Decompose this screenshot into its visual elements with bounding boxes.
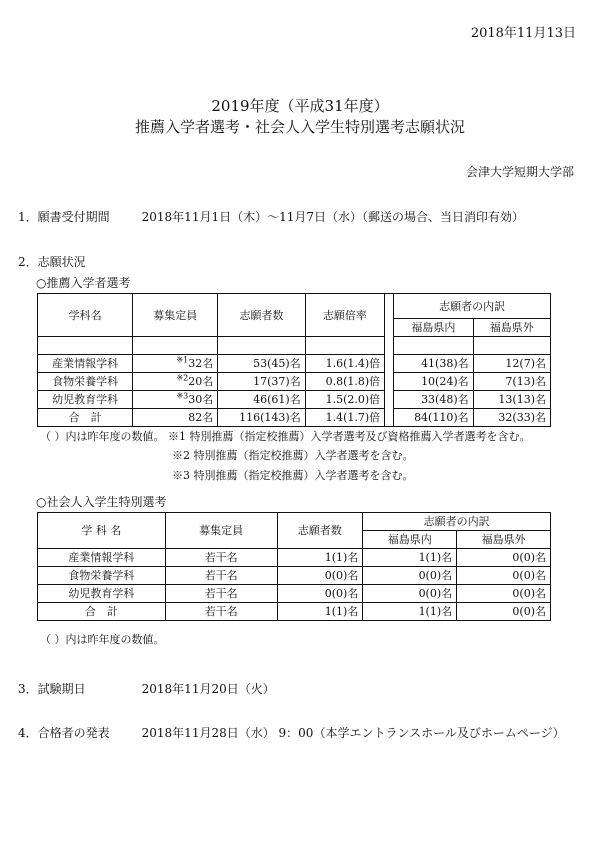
row-inside: 84(110)名 bbox=[394, 409, 473, 427]
row-capacity: 若干名 bbox=[165, 585, 277, 603]
table1-caption: ○推薦入学者選考 bbox=[36, 276, 131, 290]
title-year: 2019年度（平成31年度） bbox=[211, 97, 389, 115]
organization-name: 会津大学短期大学部 bbox=[465, 165, 574, 179]
section-2-label: 志願状況 bbox=[37, 255, 86, 269]
row-applicants: 0(0)名 bbox=[277, 585, 363, 603]
table-spacer-row bbox=[38, 337, 551, 355]
row-applicants: 53(45)名 bbox=[218, 355, 305, 373]
row-outside: 32(33)名 bbox=[473, 409, 550, 427]
row-capacity bbox=[133, 391, 218, 409]
column-gap bbox=[385, 391, 394, 409]
section-1-value: 2018年11月1日（木）～11月7日（水）（郵送の場合、当日消印有効） bbox=[141, 210, 524, 224]
capacity-value: 32名 bbox=[188, 357, 214, 370]
row-ratio: 1.5(2.0)倍 bbox=[305, 391, 384, 409]
row-inside: 10(24)名 bbox=[394, 373, 473, 391]
row-ratio: 0.8(1.8)倍 bbox=[305, 373, 384, 391]
row-dept: 幼児教育学科 bbox=[38, 585, 166, 603]
header-breakdown: 志願者の内訳 bbox=[363, 513, 551, 531]
section-4 bbox=[18, 724, 565, 741]
page-title: 推薦入学者選考・社会人入学生特別選考志願状況 bbox=[134, 118, 465, 136]
header-applicants: 志願者数 bbox=[218, 294, 305, 337]
footnote-mark: ※2 bbox=[176, 373, 189, 383]
capacity-value: 30名 bbox=[188, 393, 214, 406]
row-outside: 0(0)名 bbox=[457, 549, 551, 567]
header-capacity: 募集定員 bbox=[133, 294, 218, 337]
capacity-value: 20名 bbox=[188, 375, 214, 388]
row-dept: 食物栄養学科 bbox=[38, 567, 166, 585]
table-row bbox=[38, 567, 551, 585]
row-applicants: 0(0)名 bbox=[277, 567, 363, 585]
section-3-value: 2018年11月20日（火） bbox=[141, 682, 275, 696]
table-row bbox=[38, 585, 551, 603]
row-applicants: 46(61)名 bbox=[218, 391, 305, 409]
table2-note: （ ）内は昨年度の数値。 bbox=[40, 633, 165, 646]
recommendation-table bbox=[37, 293, 551, 427]
row-capacity: 82名 bbox=[133, 409, 218, 427]
row-applicants: 1(1)名 bbox=[277, 603, 363, 621]
table-row bbox=[38, 355, 551, 373]
row-applicants: 116(143)名 bbox=[218, 409, 305, 427]
row-ratio: 1.4(1.7)倍 bbox=[305, 409, 384, 427]
table1-note-1: （ ）内は昨年度の数値。 ※1 特別推薦（指定校推薦）入学者選考及び資格推薦入学者選考を含む。 bbox=[40, 430, 531, 443]
row-dept: 産業情報学科 bbox=[38, 549, 166, 567]
header-applicants: 志願者数 bbox=[277, 513, 363, 549]
row-inside: 1(1)名 bbox=[363, 603, 457, 621]
row-outside: 0(0)名 bbox=[457, 603, 551, 621]
row-capacity: 若干名 bbox=[165, 603, 277, 621]
header-inside: 福島県内 bbox=[394, 319, 473, 337]
header-inside: 福島県内 bbox=[363, 531, 457, 549]
footnote-mark: ※1 bbox=[176, 355, 189, 365]
working-adult-table bbox=[37, 512, 551, 621]
section-2 bbox=[18, 253, 86, 270]
column-gap bbox=[385, 294, 394, 337]
section-1 bbox=[18, 208, 524, 225]
row-dept: 幼児教育学科 bbox=[38, 391, 133, 409]
header-outside: 福島県外 bbox=[457, 531, 551, 549]
table1-note-2: ※2 特別推薦（指定校推薦）入学者選考を含む。 bbox=[172, 449, 414, 462]
row-inside: 0(0)名 bbox=[363, 567, 457, 585]
table1-note-3: ※3 特別推薦（指定校推薦）入学者選考を含む。 bbox=[172, 469, 414, 482]
table2-caption: ○社会人入学生特別選考 bbox=[36, 495, 167, 509]
row-outside: 0(0)名 bbox=[457, 585, 551, 603]
section-1-number: 1． bbox=[18, 210, 38, 224]
header-dept: 学科名 bbox=[38, 294, 133, 337]
row-applicants: 17(37)名 bbox=[218, 373, 305, 391]
column-gap bbox=[385, 373, 394, 391]
table-header-row bbox=[38, 294, 551, 319]
row-outside: 13(13)名 bbox=[473, 391, 550, 409]
section-1-label: 願書受付期間 bbox=[37, 210, 110, 224]
header-dept: 学 科 名 bbox=[38, 513, 166, 549]
section-3-label: 試験期日 bbox=[37, 682, 86, 696]
row-outside: 0(0)名 bbox=[457, 567, 551, 585]
column-gap bbox=[385, 409, 394, 427]
row-outside: 12(7)名 bbox=[473, 355, 550, 373]
table-row bbox=[38, 373, 551, 391]
row-dept: 合 計 bbox=[38, 409, 133, 427]
row-inside: 0(0)名 bbox=[363, 585, 457, 603]
table-total-row bbox=[38, 603, 551, 621]
row-dept: 食物栄養学科 bbox=[38, 373, 133, 391]
header-ratio: 志願倍率 bbox=[305, 294, 384, 337]
row-capacity bbox=[133, 355, 218, 373]
row-capacity bbox=[133, 373, 218, 391]
header-capacity: 募集定員 bbox=[165, 513, 277, 549]
row-applicants: 1(1)名 bbox=[277, 549, 363, 567]
table-row bbox=[38, 391, 551, 409]
row-dept: 産業情報学科 bbox=[38, 355, 133, 373]
row-inside: 41(38)名 bbox=[394, 355, 473, 373]
section-4-value: 2018年11月28日（水） 9：00（本学エントランスホール及びホームページ） bbox=[141, 726, 565, 740]
row-dept: 合 計 bbox=[38, 603, 166, 621]
header-outside: 福島県外 bbox=[473, 319, 550, 337]
document-date: 2018年11月13日 bbox=[470, 26, 576, 41]
column-gap bbox=[385, 355, 394, 373]
footnote-mark: ※3 bbox=[176, 391, 189, 401]
row-inside: 33(48)名 bbox=[394, 391, 473, 409]
section-4-number: 4． bbox=[18, 726, 38, 740]
header-breakdown: 志願者の内訳 bbox=[394, 294, 551, 319]
row-ratio: 1.6(1.4)倍 bbox=[305, 355, 384, 373]
table-total-row bbox=[38, 409, 551, 427]
row-inside: 1(1)名 bbox=[363, 549, 457, 567]
row-capacity: 若干名 bbox=[165, 549, 277, 567]
section-2-number: 2． bbox=[18, 255, 38, 269]
row-outside: 7(13)名 bbox=[473, 373, 550, 391]
section-4-label: 合格者の発表 bbox=[37, 726, 110, 740]
section-3 bbox=[18, 680, 275, 697]
section-3-number: 3． bbox=[18, 682, 38, 696]
table-row bbox=[38, 549, 551, 567]
table-header-row bbox=[38, 513, 551, 531]
row-capacity: 若干名 bbox=[165, 567, 277, 585]
